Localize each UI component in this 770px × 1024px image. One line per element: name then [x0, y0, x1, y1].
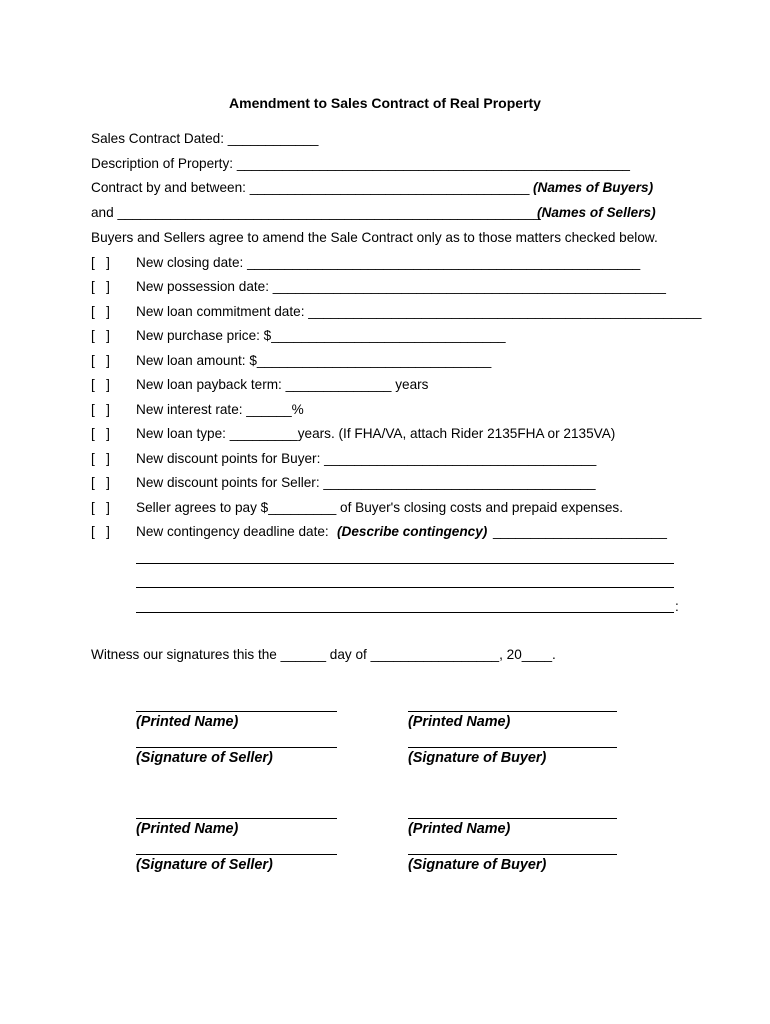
checkbox-payback-term[interactable]: [ ]	[91, 377, 110, 392]
contingency-colon: :	[675, 599, 679, 614]
checkbox-loan-type[interactable]: [ ]	[91, 426, 110, 441]
names-of-sellers-label: (Names of Sellers)	[537, 205, 656, 220]
seller-signature-label-1: (Signature of Seller)	[136, 750, 273, 766]
names-of-buyers-label: (Names of Buyers)	[533, 180, 654, 195]
points-seller-field[interactable]: New discount points for Seller: ____________________________________	[136, 475, 596, 490]
contingency-line-2[interactable]	[136, 587, 674, 588]
seller-printed-name-label-2: (Printed Name)	[136, 821, 239, 837]
buyer-signature-line-1[interactable]	[408, 747, 617, 748]
checkbox-purchase-price[interactable]: [ ]	[91, 328, 110, 343]
loan-amount-field[interactable]: New loan amount: $_______________________________	[136, 353, 492, 368]
contingency-describe-label: (Describe contingency)	[337, 524, 488, 539]
contingency-line-1[interactable]	[136, 563, 674, 564]
checkbox-closing-date[interactable]: [ ]	[91, 255, 110, 270]
seller-printed-name-label-1: (Printed Name)	[136, 714, 239, 730]
checkbox-seller-pays[interactable]: [ ]	[91, 500, 110, 515]
seller-printed-name-line-1[interactable]	[136, 711, 337, 712]
contract-dated-field[interactable]: Sales Contract Dated: ____________	[91, 131, 319, 146]
buyer-signature-label-2: (Signature of Buyer)	[408, 857, 547, 873]
buyer-printed-name-line-1[interactable]	[408, 711, 617, 712]
seller-signature-label-2: (Signature of Seller)	[136, 857, 273, 873]
loan-commitment-field[interactable]: New loan commitment date: ____________________________________________________	[136, 304, 702, 319]
sellers-names-field[interactable]: and ________________________________________________________	[91, 205, 541, 220]
contingency-label: New contingency deadline date:	[136, 524, 329, 539]
seller-signature-line-1[interactable]	[136, 747, 337, 748]
checkbox-loan-amount[interactable]: [ ]	[91, 353, 110, 368]
checkbox-possession-date[interactable]: [ ]	[91, 279, 110, 294]
property-description-field[interactable]: Description of Property: ____________________________________________________	[91, 156, 630, 171]
payback-term-field[interactable]: New loan payback term: ______________ years	[136, 377, 429, 392]
checkbox-points-buyer[interactable]: [ ]	[91, 451, 110, 466]
buyer-signature-line-2[interactable]	[408, 854, 617, 855]
buyer-signature-label-1: (Signature of Buyer)	[408, 750, 547, 766]
contingency-date-field[interactable]: _______________________	[493, 524, 667, 539]
witness-statement[interactable]: Witness our signatures this the ______ day of _________________, 20____.	[91, 647, 556, 662]
buyer-printed-name-label-2: (Printed Name)	[408, 821, 511, 837]
seller-printed-name-line-2[interactable]	[136, 818, 337, 819]
checkbox-interest-rate[interactable]: [ ]	[91, 402, 110, 417]
buyer-printed-name-label-1: (Printed Name)	[408, 714, 511, 730]
seller-signature-line-2[interactable]	[136, 854, 337, 855]
checkbox-loan-commitment[interactable]: [ ]	[91, 304, 110, 319]
seller-pays-field[interactable]: Seller agrees to pay $_________ of Buyer's closing costs and prepaid expenses.	[136, 500, 623, 515]
interest-rate-field[interactable]: New interest rate: ______%	[136, 402, 304, 417]
checkbox-contingency[interactable]: [ ]	[91, 524, 110, 539]
page-title: Amendment to Sales Contract of Real Property	[229, 95, 541, 111]
possession-date-field[interactable]: New possession date: ____________________________________________________	[136, 279, 666, 294]
agreement-intro: Buyers and Sellers agree to amend the Sale Contract only as to those matters checked below.	[91, 230, 658, 245]
buyer-printed-name-line-2[interactable]	[408, 818, 617, 819]
buyers-names-field[interactable]: Contract by and between: _____________________________________	[91, 180, 530, 195]
contingency-line-3[interactable]	[136, 612, 674, 613]
checkbox-points-seller[interactable]: [ ]	[91, 475, 110, 490]
loan-type-field[interactable]: New loan type: _________years. (If FHA/VA, attach Rider 2135FHA or 2135VA)	[136, 426, 616, 441]
closing-date-field[interactable]: New closing date: ____________________________________________________	[136, 255, 641, 270]
purchase-price-field[interactable]: New purchase price: $_______________________________	[136, 328, 506, 343]
points-buyer-field[interactable]: New discount points for Buyer: ____________________________________	[136, 451, 597, 466]
